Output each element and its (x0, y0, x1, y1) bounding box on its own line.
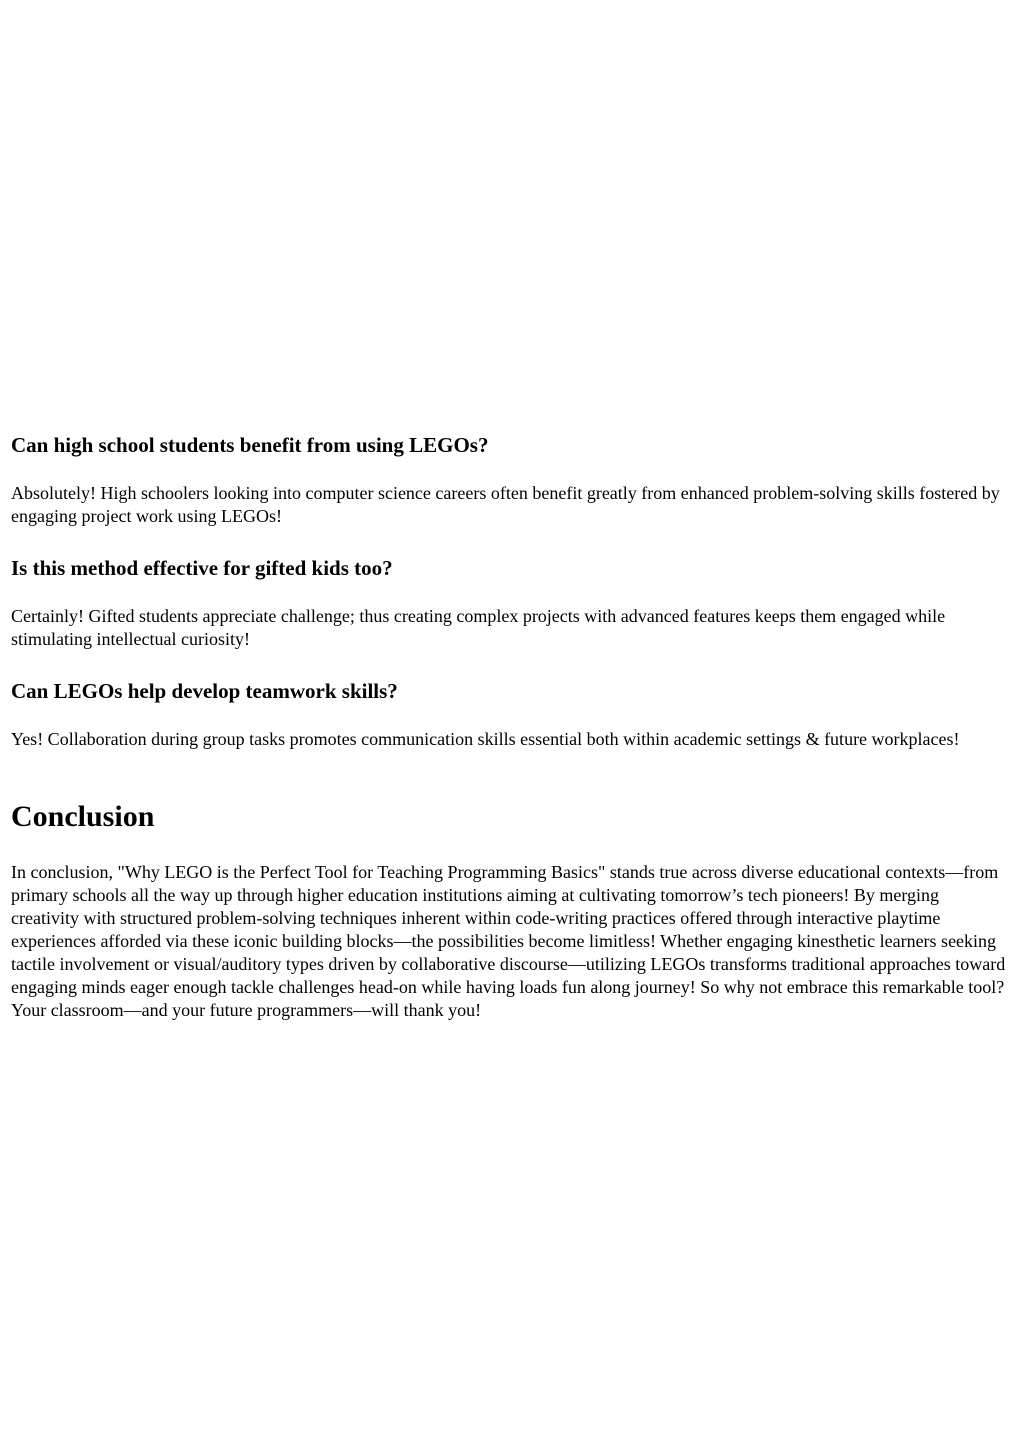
faq-answer-1: Absolutely! High schoolers looking into computer science careers often benefit greatly from enhanced problem-solving skills fostered by engaging project work using LEGOs! (11, 483, 1000, 526)
faq-question-3: Can LEGOs help develop teamwork skills? (11, 679, 398, 703)
faq-answer-3: Yes! Collaboration during group tasks promotes communication skills essential both within academic settings & future workplaces! (11, 729, 960, 749)
faq-question-2: Is this method effective for gifted kids too? (11, 556, 393, 580)
conclusion-paragraph: In conclusion, "Why LEGO is the Perfect Tool for Teaching Programming Basics" stands true across diverse educational contexts—from primary schools all the way up through higher education institutions aiming at cultivating tomorrow’s tech pioneers! By merging creativity with structured problem-solving techniques inherent within code-writing practices offered through interactive playtime experiences afforded via these iconic building blocks—the possibilities become limitless! Whether engaging kinesthetic learners seeking tactile involvement or visual/auditory types driven by collaborative discourse—utilizing LEGOs transforms traditional approaches toward engaging minds eager enough tackle challenges head-on while having loads fun along journey! So why not embrace this remarkable tool? Your classroom—and your future programmers—will thank you! (11, 862, 1006, 1020)
conclusion-heading: Conclusion (11, 800, 155, 833)
faq-question-1: Can high school students benefit from using LEGOs? (11, 433, 489, 457)
faq-answer-2: Certainly! Gifted students appreciate challenge; thus creating complex projects with advanced features keeps them engaged while stimulating intellectual curiosity! (11, 606, 946, 649)
